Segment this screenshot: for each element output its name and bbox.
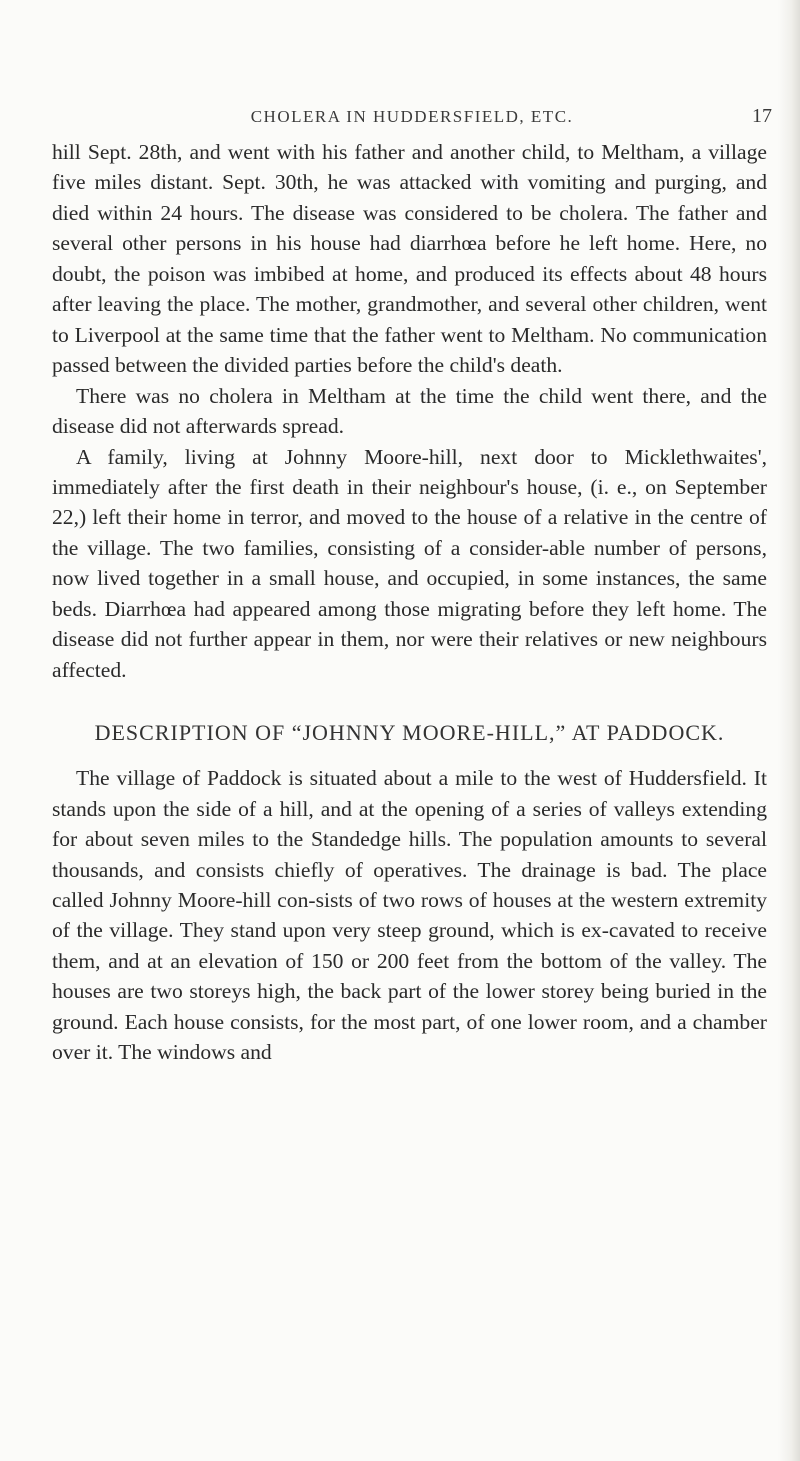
paragraph-continued: hill Sept. 28th, and went with his father and another child, to Meltham, a village five miles distant. Sept. 30th, he was attacked with vomiting and purging, and died within 24 hours. The disease was considered to be cholera. The father and several other persons in his house had diarrhœa before he left home. Here, no doubt, the poison was imbibed at home, and produced its effects about 48 hours after leaving the place. The mother, grandmother, and several other children, went to Liverpool at the same time that the father went to Meltham. No communication passed between the divided parties before the child's death. — [52, 140, 767, 378]
page-edge-shadow — [778, 0, 800, 1461]
section-heading: DESCRIPTION OF “JOHNNY MOORE-HILL,” AT PADDOCK. — [94, 720, 725, 746]
paragraph-meltham: There was no cholera in Meltham at the time the child went there, and the disease did not afterwards spread. — [52, 383, 767, 439]
paragraph-family: A family, living at Johnny Moore-hill, next door to Micklethwaites', immediately after the first death in their neighbour's house, (i. e., on September 22,) left their home in terror, and moved to the house of a relative in the centre of the village. The two families, consisting of a consider-able number of persons, now lived together in a small house, and occupied, in some instances, the same beds. Diarrhœa had appeared among those migrating before they left home. The disease did not further appear in them, nor were their relatives or new neighbours affected. — [52, 444, 767, 682]
page-number: 17 — [752, 105, 772, 127]
paragraph-paddock: The village of Paddock is situated about a mile to the west of Huddersfield. It stands upon the side of a hill, and at the opening of a series of valleys extending for about seven miles to the Standedge hills. The population amounts to several thousands, and consists chiefly of operatives. The drainage is bad. The place called Johnny Moore-hill con-sists of two rows of houses at the western extremity of the village. They stand upon very steep ground, which is ex-cavated to receive them, and at an elevation of 150 or 200 feet from the bottom of the valley. The houses are two storeys high, the back part of the lower storey being buried in the ground. Each house consists, for the most part, of one lower room, and a chamber over it. The windows and — [52, 766, 767, 1065]
running-title: CHOLERA IN HUDDERSFIELD, ETC. — [250, 107, 574, 126]
page-body — [52, 137, 767, 1068]
running-head — [52, 103, 772, 133]
